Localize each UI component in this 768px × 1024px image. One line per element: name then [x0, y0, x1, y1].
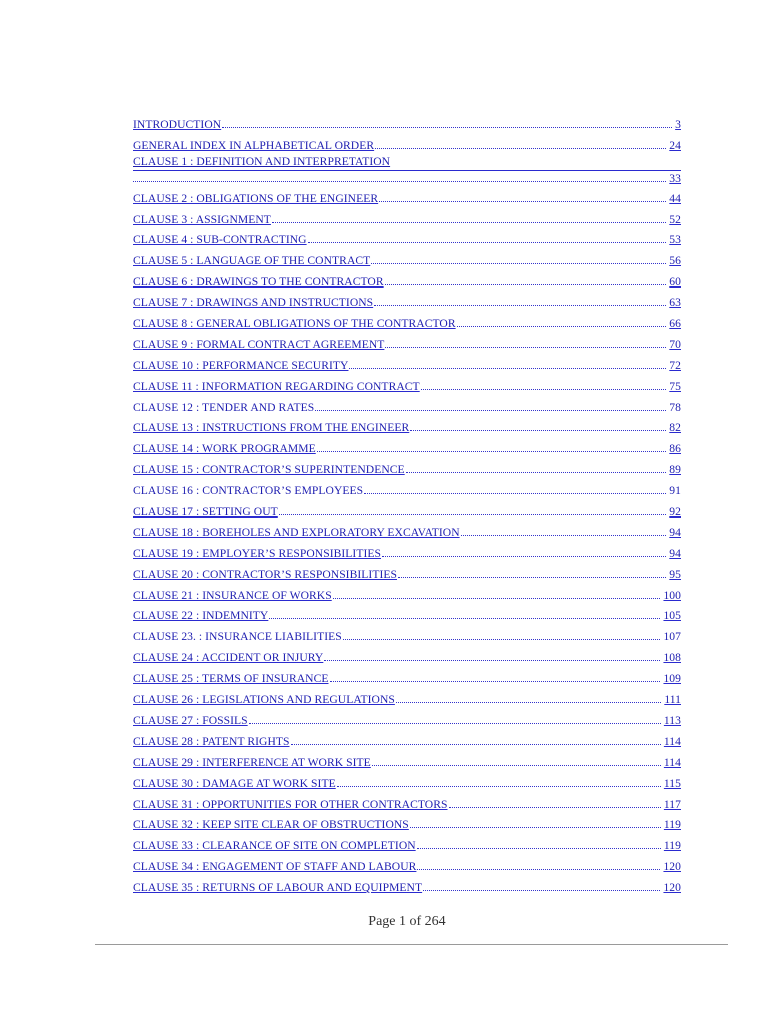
- toc-entry-clause-3[interactable]: [133, 205, 681, 226]
- toc-entry-page: 91: [669, 484, 681, 498]
- toc-entry-title: CLAUSE 29 : INTERFERENCE AT WORK SITE: [133, 755, 371, 769]
- toc-entry-title: CLAUSE 1 : DEFINITION AND INTERPRETATION: [133, 152, 681, 171]
- toc-entry-clause-10[interactable]: [133, 351, 681, 372]
- toc-entry-page: 89: [669, 463, 681, 477]
- toc-entry-title: CLAUSE 32 : KEEP SITE CLEAR OF OBSTRUCTIONS: [133, 818, 409, 832]
- toc-entry-page: 113: [663, 713, 681, 727]
- toc-entry-clause-12[interactable]: [133, 393, 681, 414]
- toc-entry-clause-25[interactable]: [133, 664, 681, 685]
- toc-entry-clause-28[interactable]: [133, 727, 681, 748]
- toc-entry-page: 107: [663, 630, 681, 644]
- toc-leader-dots: [423, 889, 660, 891]
- toc-leader-dots: [417, 868, 660, 870]
- toc-entry-introduction[interactable]: [133, 110, 681, 131]
- toc-entry-title: CLAUSE 2 : OBLIGATIONS OF THE ENGINEER: [133, 191, 379, 205]
- toc-entry-page: 78: [669, 400, 681, 414]
- toc-entry-page: 119: [663, 839, 681, 853]
- toc-leader-dots: [249, 722, 661, 724]
- toc-entry-title: CLAUSE 35 : RETURNS OF LABOUR AND EQUIPMENT: [133, 881, 423, 895]
- toc-leader-dots: [315, 409, 666, 411]
- toc-leader-dots: [457, 325, 667, 327]
- toc-leader-dots: [396, 701, 661, 703]
- toc-leader-dots: [349, 367, 666, 369]
- toc-leader-dots: [333, 597, 661, 599]
- toc-entry-clause-17[interactable]: [133, 497, 681, 518]
- footer-divider: [95, 944, 728, 945]
- toc-entry-page: 56: [669, 254, 681, 268]
- toc-entry-clause-33[interactable]: [133, 831, 681, 852]
- toc-leader-dots: [222, 126, 672, 128]
- toc-entry-title: CLAUSE 18 : BOREHOLES AND EXPLORATORY EXCAVATION: [133, 525, 460, 539]
- toc-entry-title: CLAUSE 22 : INDEMNITY: [133, 609, 269, 623]
- toc-entry-title: CLAUSE 17 : SETTING OUT: [133, 505, 278, 519]
- toc-leader-dots: [410, 826, 661, 828]
- toc-leader-dots: [375, 147, 666, 149]
- toc-leader-dots: [317, 450, 667, 452]
- toc-entry-page: 24: [669, 138, 681, 152]
- toc-leader-dots: [272, 221, 666, 223]
- toc-entry-title: CLAUSE 7 : DRAWINGS AND INSTRUCTIONS: [133, 296, 374, 310]
- toc-leader-dots: [308, 241, 667, 243]
- toc-leader-dots: [324, 659, 660, 661]
- toc-entry-title: CLAUSE 20 : CONTRACTOR’S RESPONSIBILITIES: [133, 567, 398, 581]
- toc-entry-page: 52: [669, 212, 681, 226]
- toc-entry-clause-11[interactable]: [133, 372, 681, 393]
- toc-leader-dots: [269, 617, 660, 619]
- toc-entry-clause-35[interactable]: [133, 873, 681, 894]
- toc-leader-dots: [364, 492, 666, 494]
- page-number-footer: Page 1 of 264: [368, 914, 446, 929]
- toc-entry-page: 105: [663, 609, 681, 623]
- toc-leader-dots: [385, 283, 667, 285]
- toc-entry-page: 53: [669, 233, 681, 247]
- toc-entry-clause-31[interactable]: [133, 790, 681, 811]
- toc-entry-title: CLAUSE 16 : CONTRACTOR’S EMPLOYEES: [133, 484, 364, 498]
- toc-entry-title: CLAUSE 24 : ACCIDENT OR INJURY: [133, 651, 324, 665]
- toc-entry-clause-7[interactable]: [133, 288, 681, 309]
- toc-leader-dots: [379, 200, 666, 202]
- toc-entry-title: CLAUSE 31 : OPPORTUNITIES FOR OTHER CONTRACTORS: [133, 797, 448, 811]
- toc-entry-page: 82: [669, 421, 681, 435]
- toc-leader-dots: [279, 513, 667, 515]
- toc-leader-dots: [133, 180, 666, 182]
- toc-entry-title: INTRODUCTION: [133, 117, 222, 131]
- toc-entry-page: 86: [669, 442, 681, 456]
- toc-entry-title: CLAUSE 12 : TENDER AND RATES: [133, 400, 315, 414]
- toc-leader-dots: [449, 806, 661, 808]
- toc-leader-dots: [337, 785, 661, 787]
- toc-leader-dots: [417, 847, 661, 849]
- toc-entry-page: 94: [669, 525, 681, 539]
- toc-leader-dots: [374, 304, 666, 306]
- toc-leader-dots: [406, 471, 667, 473]
- toc-entry-title: CLAUSE 11 : INFORMATION REGARDING CONTRACT: [133, 379, 420, 393]
- toc-entry-title: CLAUSE 21 : INSURANCE OF WORKS: [133, 588, 332, 602]
- toc-entry-clause-22[interactable]: [133, 602, 681, 623]
- toc-entry-clause-9[interactable]: [133, 330, 681, 351]
- toc-leader-dots: [291, 743, 661, 745]
- toc-leader-dots: [461, 534, 667, 536]
- toc-entry-title: CLAUSE 23. : INSURANCE LIABILITIES: [133, 630, 342, 644]
- toc-entry-title: CLAUSE 3 : ASSIGNMENT: [133, 212, 271, 226]
- toc-entry-clause-20[interactable]: [133, 560, 681, 581]
- toc-entry-title: CLAUSE 4 : SUB-CONTRACTING: [133, 233, 307, 247]
- toc-entry-clause-13[interactable]: [133, 414, 681, 435]
- toc-entry-page: 119: [663, 818, 681, 832]
- toc-leader-dots: [371, 262, 666, 264]
- toc-entry-page: 94: [669, 546, 681, 560]
- toc-entry-page: 120: [663, 881, 681, 895]
- toc-entry-page: 60: [669, 275, 681, 289]
- toc-leader-dots: [343, 638, 661, 640]
- toc-entry-page: 92: [669, 505, 681, 519]
- toc-entry-page: 115: [663, 776, 681, 790]
- toc-entry-title: CLAUSE 28 : PATENT RIGHTS: [133, 734, 290, 748]
- toc-entry-title: CLAUSE 34 : ENGAGEMENT OF STAFF AND LABOUR: [133, 860, 417, 874]
- toc-entry-page: 117: [663, 797, 681, 811]
- toc-entry-clause-16[interactable]: [133, 476, 681, 497]
- toc-entry-clause-15[interactable]: [133, 455, 681, 476]
- toc-leader-dots: [398, 576, 666, 578]
- toc-entry-page: 33: [669, 171, 681, 185]
- toc-entry-clause-24[interactable]: [133, 643, 681, 664]
- toc-entry-title: CLAUSE 8 : GENERAL OBLIGATIONS OF THE CONTRACTOR: [133, 317, 456, 331]
- toc-leader-dots: [372, 764, 661, 766]
- toc-entry-page: 114: [663, 755, 681, 769]
- toc-entry-title: CLAUSE 30 : DAMAGE AT WORK SITE: [133, 776, 336, 790]
- toc-entry-page: 109: [663, 672, 681, 686]
- toc-entry-title: CLAUSE 10 : PERFORMANCE SECURITY: [133, 358, 349, 372]
- toc-entry-page: 72: [669, 358, 681, 372]
- toc-entry-title: CLAUSE 33 : CLEARANCE OF SITE ON COMPLETION: [133, 839, 416, 853]
- toc-entry-clause-34[interactable]: [133, 852, 681, 873]
- toc-entry-clause-32[interactable]: [133, 811, 681, 832]
- toc-entry-clause-26[interactable]: [133, 685, 681, 706]
- toc-entry-title: CLAUSE 5 : LANGUAGE OF THE CONTRACT: [133, 254, 371, 268]
- toc-entry-clause-8[interactable]: [133, 309, 681, 330]
- toc-leader-dots: [382, 555, 666, 557]
- toc-entry-page: 63: [669, 296, 681, 310]
- toc-entry-title: CLAUSE 26 : LEGISLATIONS AND REGULATIONS: [133, 693, 395, 707]
- toc-entry-clause-29[interactable]: [133, 748, 681, 769]
- toc-leader-dots: [385, 346, 666, 348]
- toc-entry-page: 100: [663, 588, 681, 602]
- toc-entry-page: 70: [669, 337, 681, 351]
- toc-leader-dots: [330, 680, 661, 682]
- toc-entry-title: CLAUSE 25 : TERMS OF INSURANCE: [133, 672, 329, 686]
- toc-leader-dots: [421, 388, 667, 390]
- toc-entry-title: CLAUSE 19 : EMPLOYER’S RESPONSIBILITIES: [133, 546, 382, 560]
- toc-entry-clause-27[interactable]: [133, 706, 681, 727]
- toc-entry-clause-30[interactable]: [133, 769, 681, 790]
- toc-entry-page: 66: [669, 317, 681, 331]
- toc-entry-title: CLAUSE 9 : FORMAL CONTRACT AGREEMENT: [133, 337, 385, 351]
- table-of-contents: [133, 110, 681, 894]
- toc-entry-page: 120: [663, 860, 681, 874]
- toc-entry-clause-4[interactable]: [133, 226, 681, 247]
- toc-entry-title: GENERAL INDEX IN ALPHABETICAL ORDER: [133, 138, 375, 152]
- toc-entry-page: 111: [664, 693, 681, 707]
- toc-entry-clause-19[interactable]: [133, 539, 681, 560]
- toc-entry-clause-21[interactable]: [133, 581, 681, 602]
- toc-entry-clause-23[interactable]: [133, 622, 681, 643]
- toc-entry-title: CLAUSE 13 : INSTRUCTIONS FROM THE ENGINEER: [133, 421, 410, 435]
- toc-entry-second-line: [133, 171, 681, 185]
- toc-entry-clause-2[interactable]: [133, 184, 681, 205]
- toc-entry-page: 108: [663, 651, 681, 665]
- toc-entry-clause-18[interactable]: [133, 518, 681, 539]
- toc-entry-clause-1[interactable]: [133, 152, 681, 184]
- toc-entry-page: 44: [669, 191, 681, 205]
- toc-entry-page: 75: [669, 379, 681, 393]
- toc-entry-title: CLAUSE 15 : CONTRACTOR’S SUPERINTENDENCE: [133, 463, 405, 477]
- toc-entry-page: 3: [675, 117, 681, 131]
- toc-entry-page: 95: [669, 567, 681, 581]
- toc-entry-title: CLAUSE 14 : WORK PROGRAMME: [133, 442, 316, 456]
- toc-entry-title: CLAUSE 6 : DRAWINGS TO THE CONTRACTOR: [133, 275, 384, 289]
- toc-entry-general-index[interactable]: [133, 131, 681, 152]
- toc-entry-title: CLAUSE 27 : FOSSILS: [133, 713, 248, 727]
- toc-entry-page: 114: [663, 734, 681, 748]
- toc-entry-clause-6[interactable]: [133, 267, 681, 288]
- toc-entry-clause-14[interactable]: [133, 434, 681, 455]
- toc-entry-clause-5[interactable]: [133, 246, 681, 267]
- toc-leader-dots: [410, 429, 666, 431]
